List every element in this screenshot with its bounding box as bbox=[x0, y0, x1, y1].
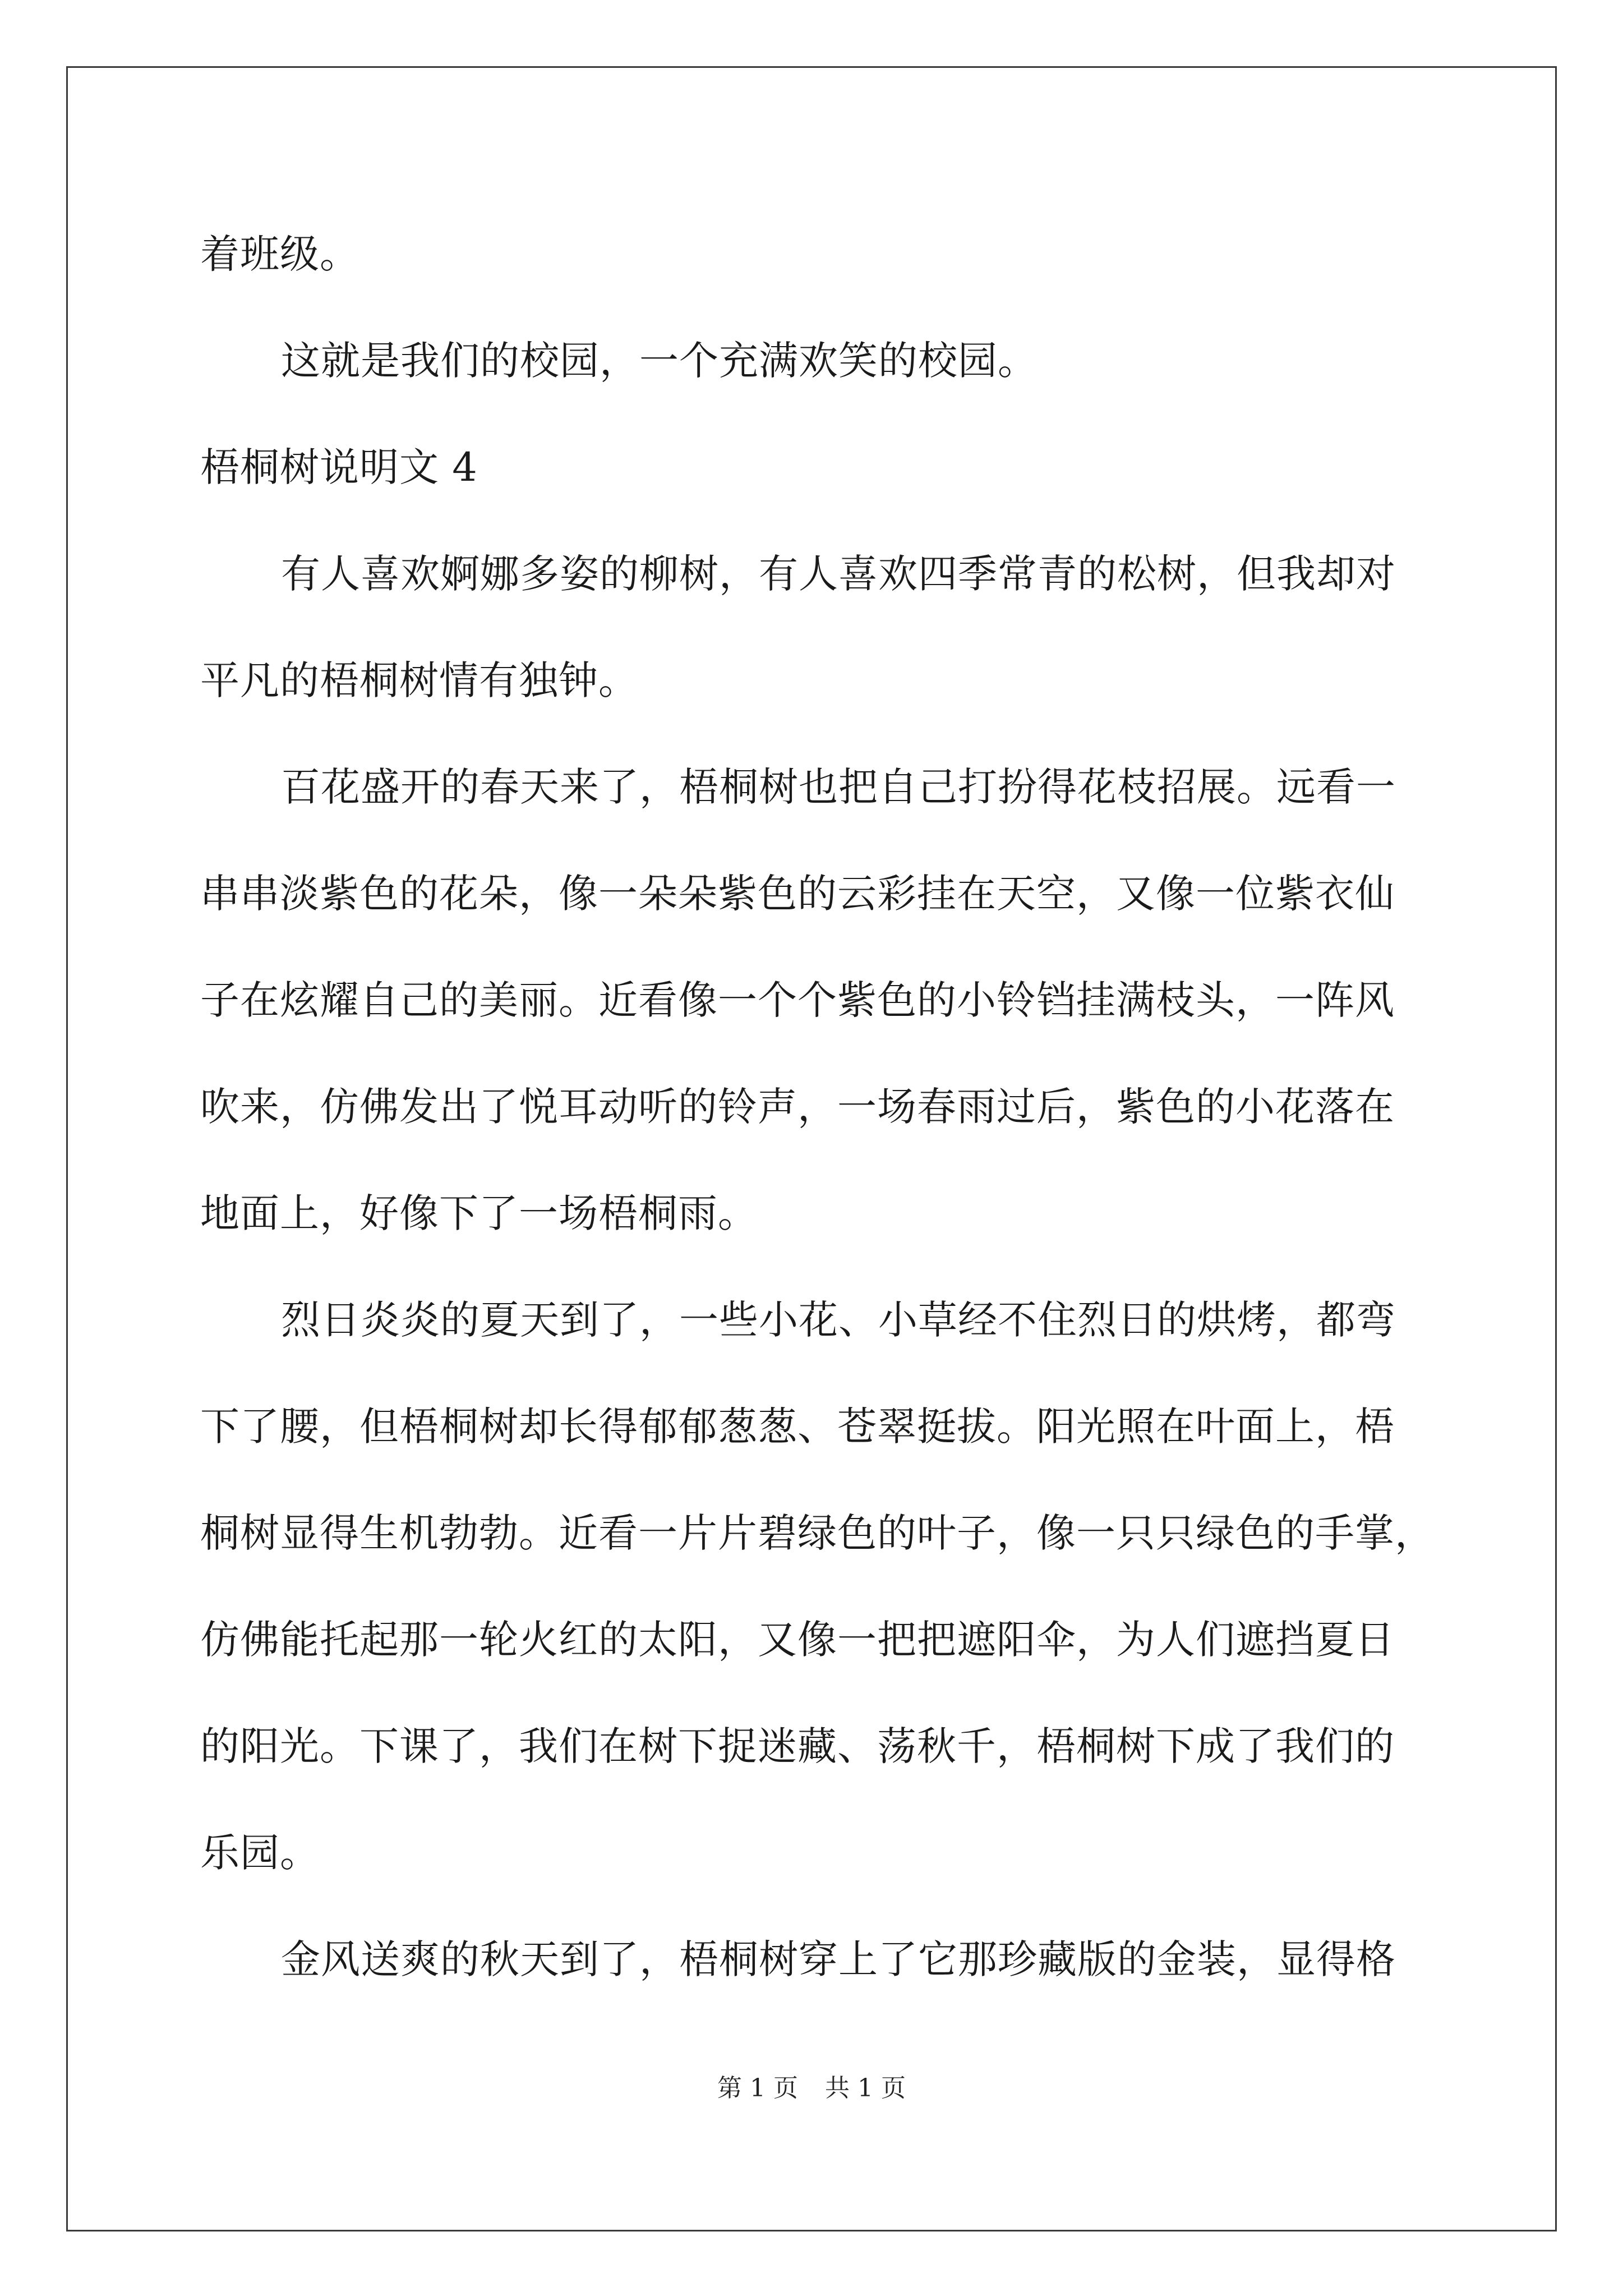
text-line: 吹来，仿佛发出了悦耳动听的铃声，一场春雨过后，紫色的小花落在 bbox=[200, 1084, 1395, 1130]
text-line: 下了腰，但梧桐树却长得郁郁葱葱、苍翠挺拔。阳光照在叶面上，梧 bbox=[200, 1404, 1395, 1450]
text-line: 桐树显得生机勃勃。近看一片片碧绿色的叶子，像一只只绿色的手掌， bbox=[200, 1510, 1435, 1556]
text-line: 地面上，好像下了一场梧桐雨。 bbox=[200, 1190, 758, 1236]
text-line: 乐园。 bbox=[200, 1830, 320, 1876]
text-line: 金风送爽的秋天到了，梧桐树穿上了它那珍藏版的金装，显得格 bbox=[281, 1936, 1396, 1982]
text-line: 的阳光。下课了，我们在树下捉迷藏、荡秋千，梧桐树下成了我们的 bbox=[200, 1723, 1395, 1769]
text-line: 仿佛能托起那一轮火红的太阳，又像一把把遮阳伞，为人们遮挡夏日 bbox=[200, 1617, 1395, 1663]
text-line: 百花盛开的春天来了，梧桐树也把自己打扮得花枝招展。远看一 bbox=[281, 764, 1396, 810]
text-line: 有人喜欢婀娜多姿的柳树，有人喜欢四季常青的松树，但我却对 bbox=[281, 551, 1396, 597]
section-heading: 梧桐树说明文 4 bbox=[200, 444, 478, 490]
document-body bbox=[200, 201, 1456, 2013]
page-total: 共 1 页 bbox=[825, 2074, 906, 2102]
text-line: 着班级。 bbox=[200, 231, 359, 277]
text-line: 串串淡紫色的花朵，像一朵朵紫色的云彩挂在天空，又像一位紫衣仙 bbox=[200, 871, 1395, 917]
text-line: 烈日炎炎的夏天到了，一些小花、小草经不住烈日的烘烤，都弯 bbox=[281, 1297, 1396, 1343]
text-line: 平凡的梧桐树情有独钟。 bbox=[200, 657, 638, 703]
page-footer bbox=[0, 2072, 1623, 2105]
page-number: 第 1 页 bbox=[717, 2074, 798, 2102]
text-line: 这就是我们的校园，一个充满欢笑的校园。 bbox=[281, 338, 1038, 384]
text-line: 子在炫耀自己的美丽。近看像一个个紫色的小铃铛挂满枝头，一阵风 bbox=[200, 977, 1395, 1023]
